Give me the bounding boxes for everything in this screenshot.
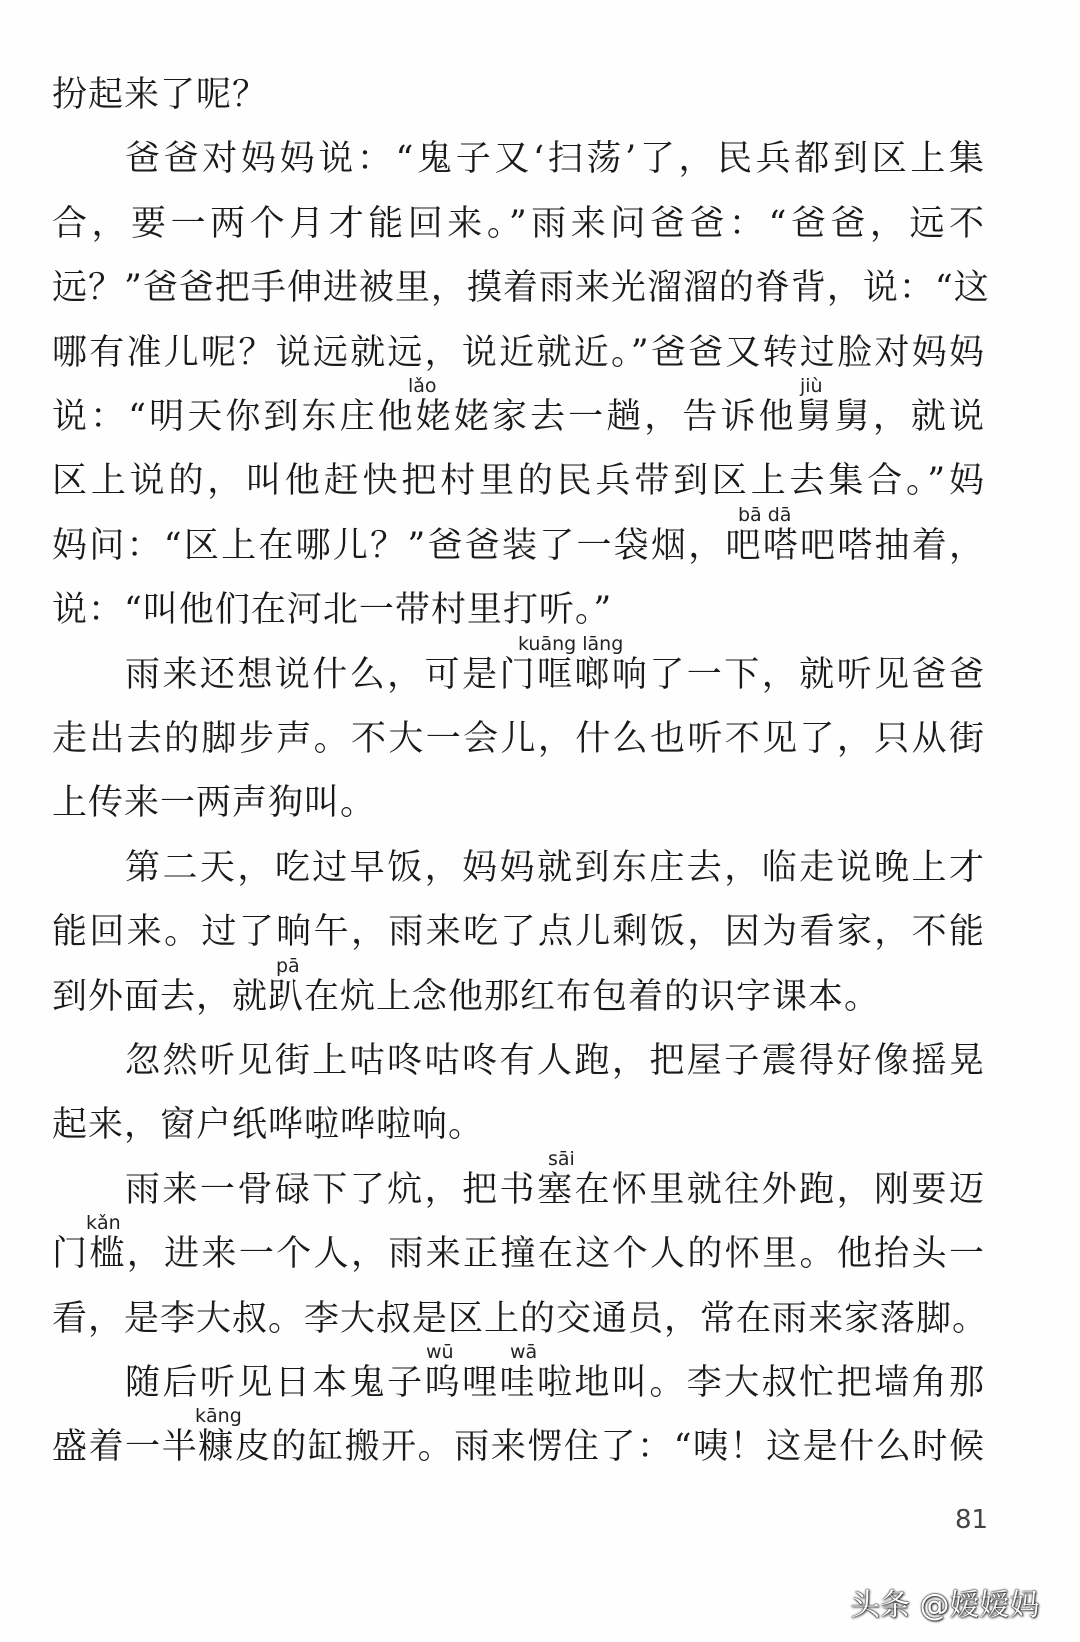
text-line: 哪有准儿呢？说远就远，说近就近。”爸爸又转过脸对妈妈 xyxy=(52,332,985,373)
text-line: 雨来还想说什么，可是门哐啷响了一下，就听见爸爸 xyxy=(125,654,985,695)
pinyin-sai: sāi xyxy=(548,1148,575,1170)
text-line: 能回来。过了晌午，雨来吃了点儿剩饭，因为看家，不能 xyxy=(52,912,985,953)
text-line: 妈问：“区上在哪儿？”爸爸装了一袋烟，吧嗒吧嗒抽着， xyxy=(52,525,985,566)
text-line: 雨来一骨碌下了炕，把书塞在怀里就往外跑，刚要迈 xyxy=(125,1169,985,1210)
text-line: 区上说的，叫他赶快把村里的民兵带到区上去集合。”妈 xyxy=(52,461,985,502)
text-line: 上传来一两声狗叫。 xyxy=(52,783,377,824)
text-line: 爸爸对妈妈说：“鬼子又‘扫荡’了，民兵都到区上集 xyxy=(125,139,985,180)
text-line: 说：“明天你到东庄他姥姥家去一趟，告诉他舅舅，就说 xyxy=(52,397,985,437)
pinyin-pa: pā xyxy=(276,955,300,977)
text-line: 说：“叫他们在河北一带村里打听。” xyxy=(52,590,613,631)
text-line: 到外面去，就趴在炕上念他那红布包着的识字课本。 xyxy=(52,976,881,1017)
page-number: 81 xyxy=(955,1505,989,1535)
text-line: 扮起来了呢？ xyxy=(52,75,269,115)
text-line: 第二天，吃过早饭，妈妈就到东庄去，临走说晚上才 xyxy=(125,847,985,888)
text-line: 合，要一两个月才能回来。”雨来问爸爸：“爸爸，远不 xyxy=(52,203,985,244)
pinyin-kang: kāng xyxy=(195,1405,242,1427)
pinyin-kuanglang: kuāng lāng xyxy=(518,633,624,655)
pinyin-jiu: jiù xyxy=(800,375,823,397)
pinyin-wu: wū xyxy=(426,1341,454,1363)
watermark: 头条 @嫒嫒妈 xyxy=(850,1588,1040,1623)
pinyin-bada: bā dā xyxy=(738,504,792,526)
text-line: 盛着一半糠皮的缸搬开。雨来愣住了：“咦！这是什么时候 xyxy=(52,1427,985,1468)
text-line: 忽然听见街上咕咚咕咚有人跑，把屋子震得好像摇晃 xyxy=(125,1041,985,1081)
pinyin-wa: wā xyxy=(510,1341,538,1363)
text-line: 随后听见日本鬼子呜哩哇啦地叫。李大叔忙把墙角那 xyxy=(125,1363,985,1403)
text-line: 走出去的脚步声。不大一会儿，什么也听不见了，只从街 xyxy=(52,719,985,759)
pinyin-kan: kǎn xyxy=(86,1212,121,1234)
text-line: 起来，窗户纸哗啦哗啦响。 xyxy=(52,1105,485,1146)
text-line: 门槛，进来一个人，雨来正撞在这个人的怀里。他抬头一 xyxy=(52,1234,985,1275)
text-line: 看，是李大叔。李大叔是区上的交通员，常在雨来家落脚。 xyxy=(52,1298,989,1339)
text-line: 远？”爸爸把手伸进被里，摸着雨来光溜溜的脊背，说：“这 xyxy=(52,268,990,309)
pinyin-lao: lǎo xyxy=(408,375,437,397)
